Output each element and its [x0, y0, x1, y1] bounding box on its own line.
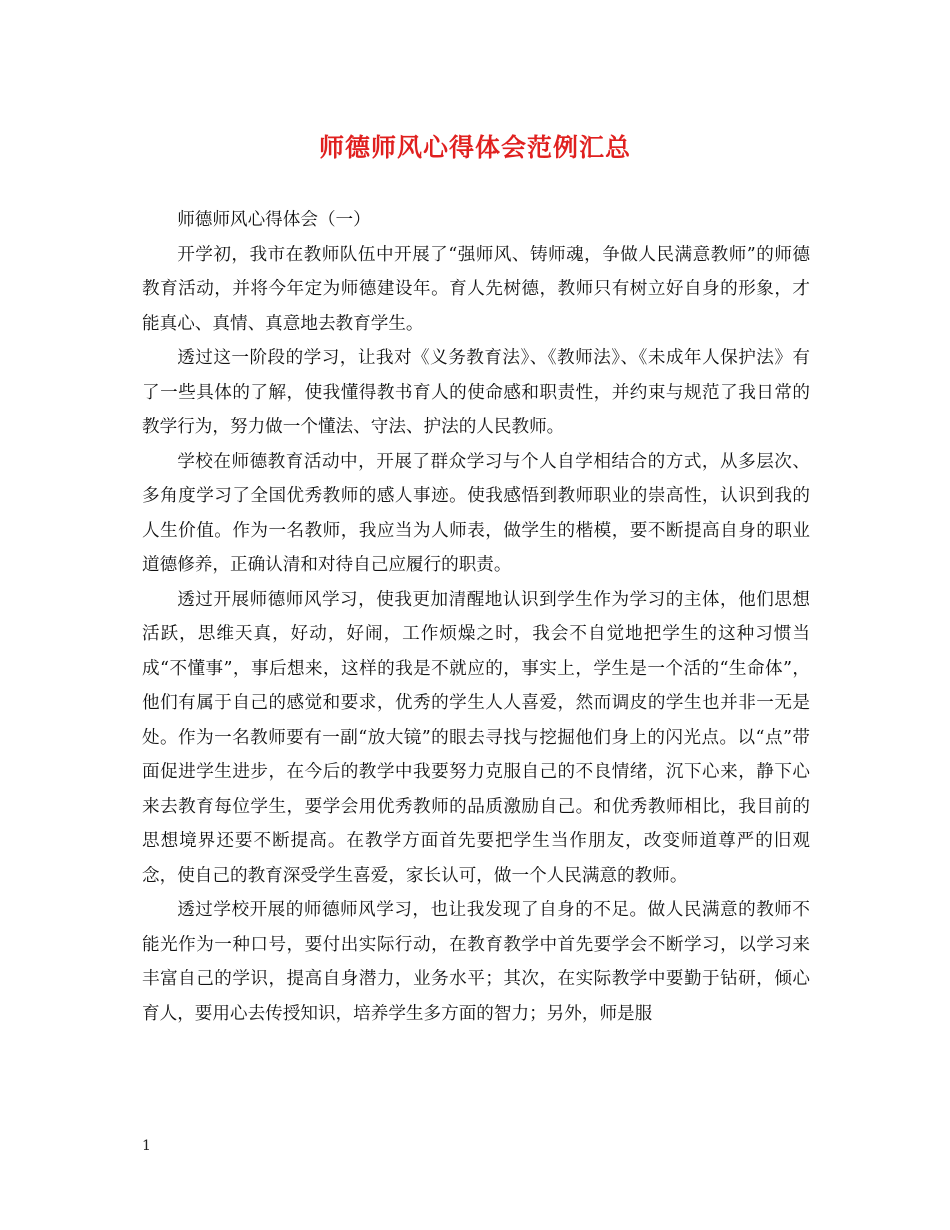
paragraph-5: 透过学校开展的师德师风学习，也让我发现了自身的不足。做人民满意的教师不能光作为一种口号，要付出实际行动，在教育教学中首先要学会不断学习，以学习来丰富自己的学识，提高自身潜力，业务水平；其次，在实际教学中要勤于钻研，倾心育人，要用心去传授知识，培养学生多方面的智力；另外，师是服 — [142, 900, 810, 1024]
document-title: 师德师风心得体会范例汇总 — [318, 133, 631, 162]
paragraph-2: 透过这一阶段的学习，让我对《义务教育法》、《教师法》、《未成年人保护法》有了一些具体的了解，使我懂得教书育人的使命感和职责性，并约束与规范了我日常的教学行为，努力做一个懂法、守法、护法的人民教师。 — [142, 348, 810, 437]
page-number: 1 — [142, 1138, 151, 1154]
paragraph-1: 开学初，我市在教师队伍中开展了“强师风、铸师魂，争做人民满意教师”的师德教育活动，并将今年定为师德建设年。育人先树德，教师只有树立好自身的形象，才能真心、真情、真意地去教育学生。 — [142, 244, 810, 334]
document-body — [142, 203, 810, 1031]
paragraph-3: 学校在师德教育活动中，开展了群众学习与个人自学相结合的方式，从多层次、多角度学习了全国优秀教师的感人事迹。使我感悟到教师职业的崇高性，认识到我的人生价值。作为一名教师，我应当为人师表，做学生的楷模，要不断提高自身的职业道德修养，正确认清和对待自己应履行的职责。 — [142, 451, 810, 575]
section-heading: 师德师风心得体会（一） — [177, 210, 371, 230]
paragraph-4: 透过开展师德师风学习，使我更加清醒地认识到学生作为学习的主体，他们思想活跃，思维天真，好动，好闹，工作烦燥之时，我会不自觉地把学生的这种习惯当成“不懂事”，事后想来，这样的我是不就应的，事实上，学生是一个活的“生命体”，他们有属于自己的感觉和要求，优秀的学生人人喜爱，然而调皮的学生也并非一无是处。作为一名教师要有一副“放大镜”的眼去寻找与挖掘他们身上的闪光点。以“点”带面促进学生进步，在今后的教学中我要努力克服自己的不良情绪，沉下心来，静下心来去教育每位学生，要学会用优秀教师的品质激励自己。和优秀教师相比，我目前的思想境界还要不断提高。在教学方面首先要把学生当作朋友，改变师道尊严的旧观念，使自己的教育深受学生喜爱，家长认可，做一个人民满意的教师。 — [142, 589, 810, 886]
